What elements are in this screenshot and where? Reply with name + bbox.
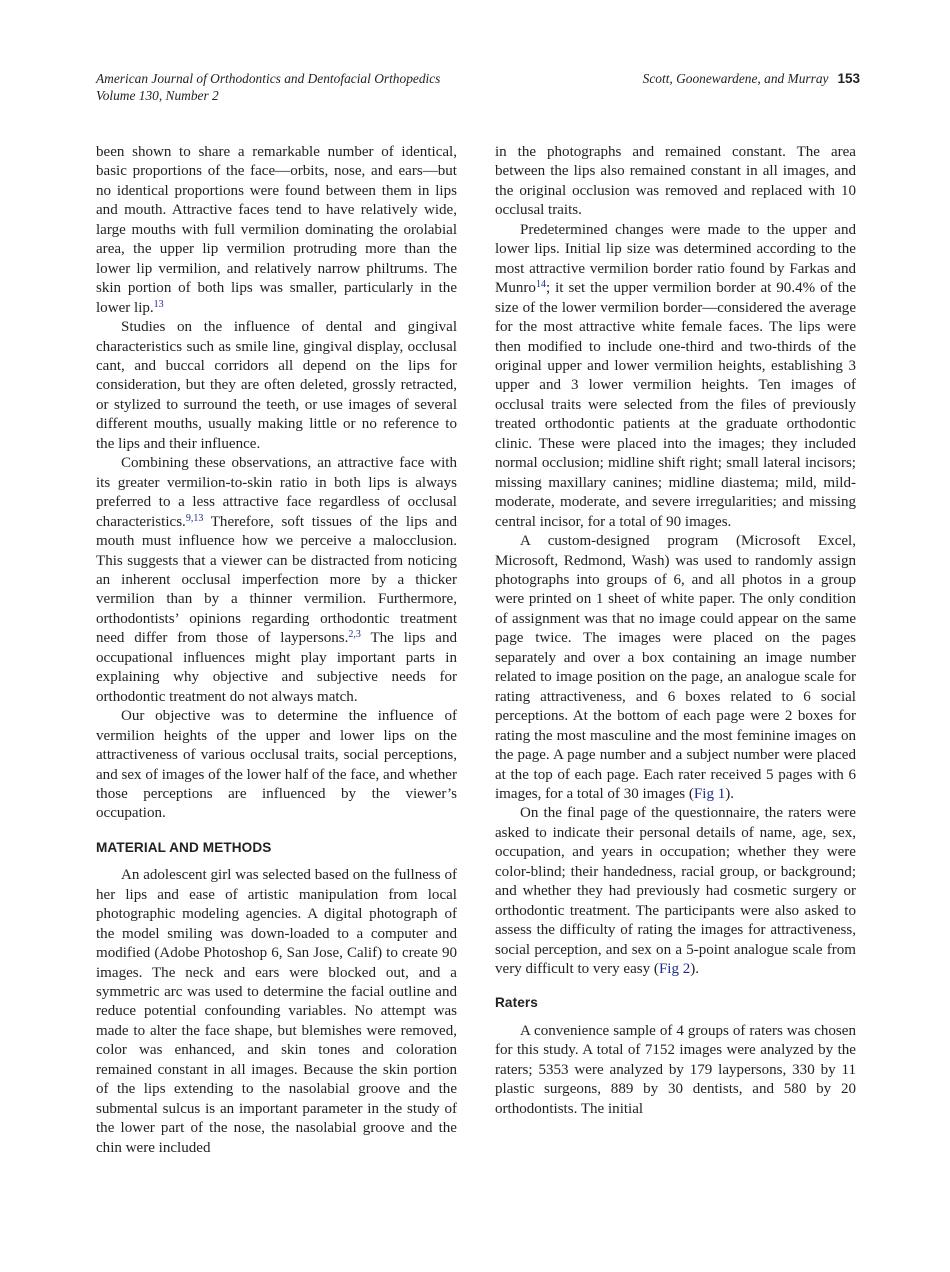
paragraph [495,221,856,532]
paragraph [495,143,856,221]
page-number: 153 [837,71,860,86]
paragraph [495,532,856,804]
citation-link[interactable]: 2,3 [348,629,361,641]
paragraph [495,804,856,979]
paragraph [96,454,457,707]
journal-info [96,70,440,104]
paragraph-text: been shown to share a remarkable number of identical, basic proportions of the face—orbits, nose, and ears—but no identical proportions were found between them in lips and mouth. Attractive faces tend to have relatively wide, large mouths with full vermilion dominating the orolabial area, the upper lip vermilion protruding more than the lower lip vermilion, and relatively narrow philtrums. The skin portion of both lips was smaller, particularly in the lower lip. [96,144,457,316]
running-authors: Scott, Goonewardene, and Murray [642,71,829,86]
left-column [96,143,457,1158]
figure-link[interactable]: Fig 2 [658,961,691,978]
paragraph-text: in the photographs and remained constant. The area between the lips also remained constant in all images, and the original occlusion was removed and replaced with 10 occlusal traits. [495,144,856,219]
paragraph-text: ). [725,785,735,802]
paragraph [495,1022,856,1119]
journal-volume: Volume 130, Number 2 [96,88,219,103]
citation-link[interactable]: 13 [153,298,164,310]
paragraph-text: On the final page of the questionnaire, the raters were asked to indicate their personal details of name, age, sex, occupation, and years in occupation; whether they were color-blind; their handedness, racial group, or background; and whether they had previously had cosmetic surgery or orthodontic treatment. The participants were also asked to assess the difficulty of rating the images for attractiveness, social perception, and sex on a 5-point analogue scale from very difficult to very easy ( [495,805,856,978]
paragraph-text: ; it set the upper vermilion border at 90.4% of the size of the lower vermilion border—considered the average for the most attractive white female faces. The lips were then modified to include one-third and two-thirds of the original upper and lower vermilion heights, establishing 3 upper and 3 lower vermilion heights. Ten images of occlusal traits were selected from the files of previously treated orthodontic patients at the graduate orthodontic clinic. These were placed into the images; they included normal occlusion; midline shift right; small lateral incisors; missing maxillary canines; midline diastema; mild, mild-moderate, moderate, and severe irregularities; and missing central incisor, for a total of 90 images. [495,280,856,530]
paragraph-text: A custom-designed program (Microsoft Excel, Microsoft, Redmond, Wash) was used to randomly assign photographs into groups of 6, and all photos in a group were printed on 1 sheet of white paper. The only condition of assignment was that no image could appear on the same page twice. The images were placed on the pages separately and over a box containing an image number related to image position on the page, an analogue scale for rating attractiveness, and 6 boxes related to 6 social perceptions. At the bottom of each page were 2 boxes for rating the most masculine and the most feminine images on the page. A page number and a subject number were placed at the top of each page. Each rater received 5 pages with 6 images, for a total of 30 images ( [495,533,856,802]
paragraph-text: Therefore, soft tissues of the lips and mouth must influence how we perceive a malocclusion. This suggests that a viewer can be distracted from noticing an inherent occlusal imperfection more by a thicker vermilion than by a thinner vermilion. Furthermore, orthodontists’ opinions regarding orthodontic treatment need differ from those of laypersons. [96,513,457,647]
section-heading-methods: MATERIAL AND METHODS [96,839,272,855]
paragraph-text: Predetermined changes were made to the upper and lower lips. Initial lip size was determined according to the most attractive vermilion border ratio found by Farkas and Munro [495,221,856,297]
paragraph-text: A convenience sample of 4 groups of raters was chosen for this study. A total of 7152 images were analyzed by the raters; 5353 were analyzed by 179 laypersons, 330 by 11 plastic surgeons, 889 by 30 dentists, and 580 by 20 orthodontists. The initial [495,1022,856,1117]
paragraph-text: ). [690,961,700,978]
section-heading-raters: Raters [495,995,538,1011]
paragraph-text: Combining these observations, an attractive face with its greater vermilion-to-skin ratio in both lips is always preferred to a less attractive face regardless of occlusal characteristics. [96,455,457,530]
author-page-info [643,70,860,87]
paragraph-text: Our objective was to determine the influence of vermilion heights of the upper and lower lips on the attractiveness of various occlusal traits, social perceptions, and sex of images of the lower half of the face, and whether those perceptions are influenced by the viewer’s occupation. [96,708,457,822]
right-column [495,143,856,1119]
paragraph-text: An adolescent girl was selected based on the fullness of her lips and ease of artistic manipulation from local photographic modeling agencies. A digital photograph of the model smiling was down-loaded to a computer and modified (Adobe Photoshop 6, San Jose, Calif) to create 90 images. The neck and ears were blocked out, and a symmetric arc was used to determine the facial outline and reduce potential confounding variables. No attempt was made to alter the face shape, but blemishes were removed, color was enhanced, and skin tones and coloration remained constant in all images. Because the skin portion of the lips extending to the nasolabial groove and the submental sulcus is an important parameter in the study of the lower part of the nose, the nasolabial groove and the chin were included [96,867,457,1156]
paragraph [96,707,457,824]
paragraph [96,143,457,318]
figure-link[interactable]: Fig 1 [693,785,726,802]
citation-link[interactable]: 9,13 [185,512,204,524]
citation-link[interactable]: 14 [535,279,546,291]
paragraph [96,866,457,1158]
paragraph-text: The lips and occupational influences might play important parts in explaining why objective and subjective needs for orthodontic treatment do not always match. [96,630,458,705]
paragraph-text: Studies on the influence of dental and gingival characteristics such as smile line, gingival display, occlusal cant, and buccal corridors all depend on the lips for consideration, but they are often deleted, grossly retracted, or stylized to surround the teeth, or use images of several different mouths, usually making little or no reference to the lips and their influence. [96,319,457,452]
journal-title: American Journal of Orthodontics and Dentofacial Orthopedics [96,71,441,86]
paragraph [96,318,457,454]
